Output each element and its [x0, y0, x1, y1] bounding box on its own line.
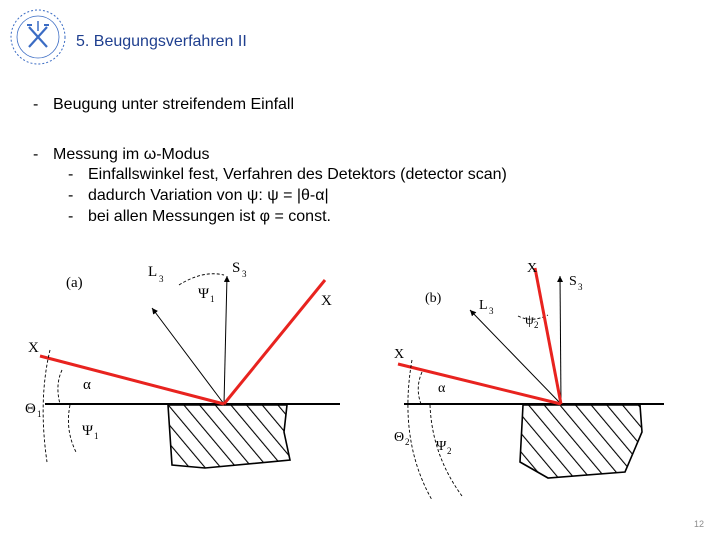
page-title: 5. Beugungsverfahren II — [76, 33, 247, 50]
fig-a-psi1-sub: 1 — [210, 294, 215, 304]
fig-a-l3-sub: 3 — [159, 274, 164, 284]
bullet-dash: - — [33, 146, 39, 163]
sub-bullet-1-text: Einfallswinkel fest, Verfahren des Detektors (detector scan) — [88, 166, 507, 183]
s3-vector-b — [560, 276, 561, 404]
figure-a — [25, 260, 340, 468]
fig-b-psi2b-sub: 2 — [447, 446, 452, 456]
page-number: 12 — [694, 519, 705, 529]
bullet-2-text: Messung im ω-Modus — [53, 146, 210, 163]
alpha-arc-b — [418, 372, 422, 404]
figure-b — [394, 261, 664, 500]
fig-b-psi2: ψ — [525, 313, 534, 328]
fig-a-theta1-sub: 1 — [37, 409, 42, 419]
fig-a-psi1b: Ψ — [82, 423, 94, 439]
l3-vector-b — [470, 310, 561, 404]
diffracted-beam-b — [535, 268, 561, 404]
fig-a-s3: S — [232, 260, 241, 276]
fig-a-s3-sub: 3 — [242, 269, 247, 279]
fig-b-theta2-sub: 2 — [405, 437, 410, 447]
fig-b-s3: S — [569, 274, 577, 289]
fig-b-x-in: X — [394, 347, 405, 362]
incident-beam-b — [398, 364, 561, 404]
sample-a — [168, 405, 290, 468]
s3-vector-a — [224, 276, 227, 404]
fig-b-s3-sub: 3 — [578, 282, 583, 292]
alpha-arc-a — [58, 370, 62, 404]
fig-b-psi2b: Ψ — [436, 439, 447, 454]
fig-b-psi2-sub: 2 — [534, 320, 539, 330]
fig-a-theta1: Θ — [25, 401, 36, 417]
fig-a-x-out: X — [321, 293, 332, 309]
theta1-arc-a — [43, 350, 50, 462]
diffracted-beam-a — [224, 280, 325, 404]
fig-b-alpha: α — [438, 381, 446, 396]
psi1-arc-a — [179, 274, 224, 285]
fig-a-psi1b-sub: 1 — [94, 431, 99, 441]
bullet-1-text: Beugung unter streifendem Einfall — [53, 96, 295, 113]
l3-vector-a — [152, 308, 224, 404]
fig-b-x-out: X — [527, 261, 538, 276]
sample-b — [520, 405, 642, 478]
fig-b-l3: L — [479, 298, 488, 313]
fig-a-alpha: α — [83, 377, 91, 393]
fig-a-label: (a) — [66, 275, 83, 291]
sub-bullet-2-text: dadurch Variation von ψ: ψ = |θ-α| — [88, 187, 329, 204]
bullet-dash: - — [33, 96, 39, 113]
sub-bullet-3-text: bei allen Messungen ist φ = const. — [88, 208, 331, 225]
incident-beam-a — [40, 356, 224, 404]
fig-b-l3-sub: 3 — [489, 306, 494, 316]
theta2-arc-b — [408, 360, 432, 500]
fig-b-theta2: Θ — [394, 430, 405, 445]
fig-a-x-in: X — [28, 340, 39, 356]
bullet-dash: - — [68, 187, 74, 204]
fig-a-psi1: Ψ — [198, 286, 210, 302]
bullet-dash: - — [68, 208, 74, 225]
psi1-lower-arc-a — [68, 405, 76, 452]
fig-b-label: (b) — [425, 291, 442, 306]
bullet-dash: - — [68, 166, 74, 183]
fig-a-l3: L — [148, 264, 158, 280]
